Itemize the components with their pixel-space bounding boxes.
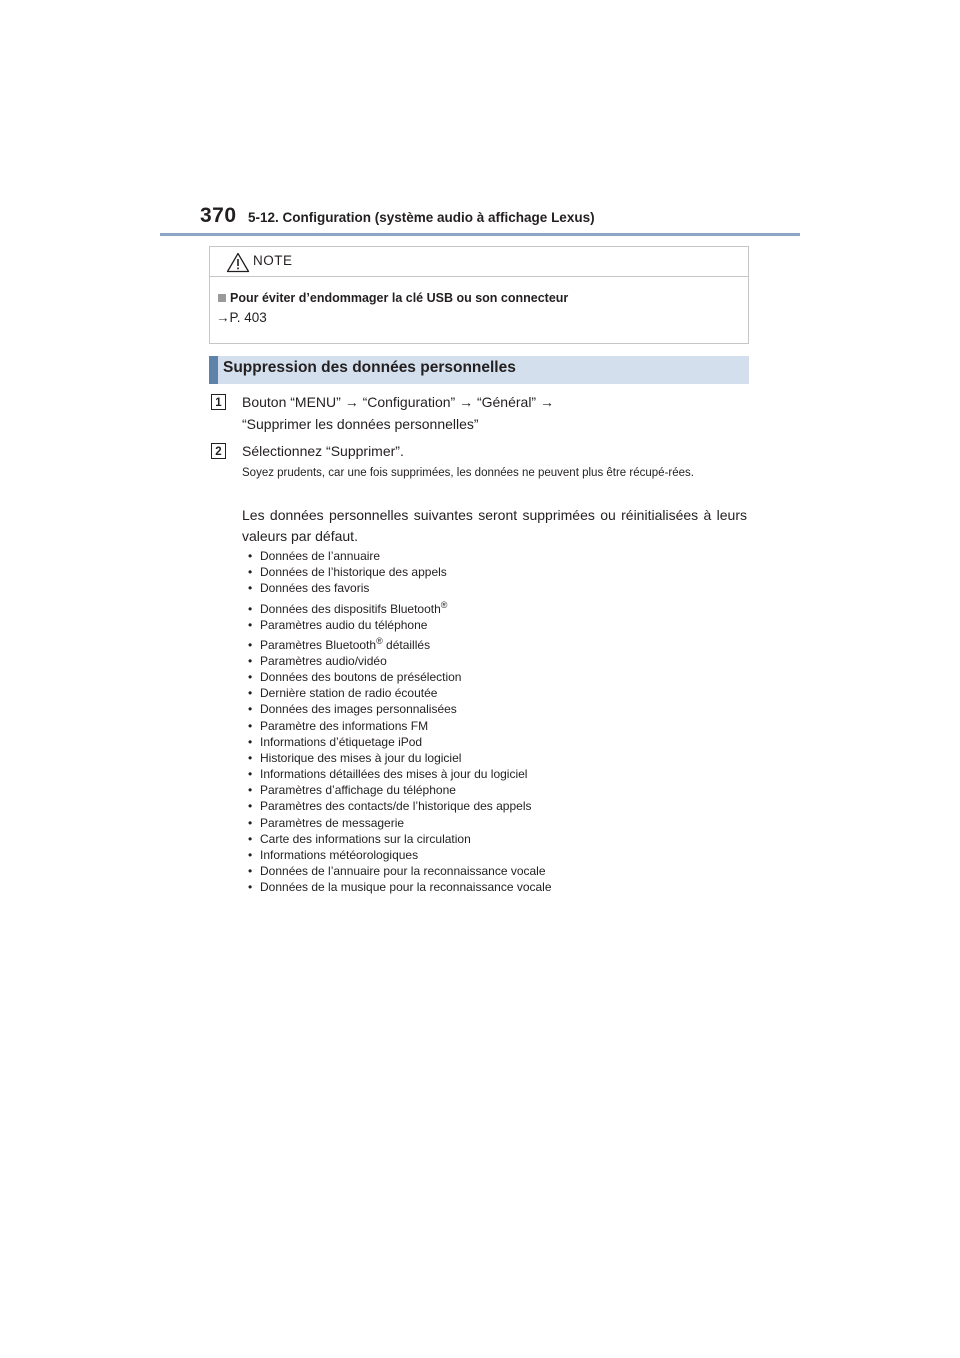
bullet-icon: • <box>248 669 253 684</box>
bullet-icon: • <box>248 734 253 749</box>
note-label: NOTE <box>253 253 293 268</box>
bullet-icon: • <box>248 750 253 765</box>
bullet-icon: • <box>248 653 253 668</box>
list-item: • Données de l’annuaire <box>248 549 381 563</box>
list-item: • Paramètres audio du téléphone <box>248 617 428 632</box>
list-item: • Paramètre des informations FM <box>248 718 429 733</box>
bullet-icon: • <box>248 815 253 830</box>
list-item: • Paramètres audio/vidéo <box>248 653 387 668</box>
list-item: • Données de l’annuaire pour la reconnaissance vocale <box>248 864 546 879</box>
list-item: • Données de l’historique des appels <box>248 565 447 580</box>
list-item: • Informations détaillées des mises à jour du logiciel <box>248 767 528 782</box>
step-badge-2: 2 <box>211 443 226 459</box>
personal-data-list <box>248 548 552 896</box>
step-badge-1: 1 <box>211 394 226 410</box>
bullet-icon: • <box>248 848 253 862</box>
bullet-icon: • <box>248 581 253 596</box>
page-header <box>160 200 800 236</box>
header-rule <box>160 233 800 236</box>
page-number: 370 <box>200 204 237 227</box>
step-1-line-1: Bouton “MENU” → “Configuration” → “Général” → <box>242 394 554 410</box>
registered-mark: ® <box>376 635 383 646</box>
bullet-icon: • <box>248 702 253 717</box>
step-2-text: Sélectionnez “Supprimer”. <box>242 443 404 459</box>
registered-mark: ® <box>440 599 448 610</box>
section-title: Suppression des données personnelles <box>223 359 516 376</box>
list-item: • Données de la musique pour la reconnaissance vocale <box>248 880 552 895</box>
list-item: • Carte des informations sur la circulation <box>248 831 471 846</box>
bullet-icon: • <box>248 831 253 846</box>
bullet-icon: • <box>248 686 253 701</box>
list-item: • Paramètres Bluetooth® détaillés <box>248 633 552 653</box>
bullet-icon: • <box>248 880 253 895</box>
section-heading-bar <box>209 356 749 384</box>
intro-paragraph: Les données personnelles suivantes seront supprimées ou réinitialisées à leurs valeurs par défaut. <box>242 507 747 544</box>
list-item: • Données des favoris <box>248 581 370 596</box>
list-item: • Informations météorologiques <box>248 848 419 862</box>
note-page-reference: →P. 403 <box>216 310 267 325</box>
bullet-icon: • <box>248 549 253 563</box>
warning-triangle-icon <box>226 252 250 273</box>
bullet-icon: • <box>248 783 253 798</box>
note-box <box>209 246 749 344</box>
bullet-icon: • <box>248 565 253 580</box>
list-item: • Paramètres d’affichage du téléphone <box>248 783 456 798</box>
list-item: • Dernière station de radio écoutée <box>248 686 438 701</box>
list-item: • Données des dispositifs Bluetooth® <box>248 597 552 617</box>
bullet-icon: • <box>248 767 253 782</box>
bullet-icon: • <box>248 799 253 814</box>
bullet-icon: • <box>248 637 253 652</box>
bullet-icon: • <box>248 601 253 616</box>
bullet-icon: • <box>248 718 253 733</box>
note-heading-text: Pour éviter d’endommager la clé USB ou son connecteur <box>230 291 569 305</box>
list-item: • Historique des mises à jour du logiciel <box>248 750 462 765</box>
note-header <box>210 247 748 277</box>
list-item: • Paramètres des contacts/de l’historique des appels <box>248 799 532 814</box>
square-bullet-icon <box>218 294 226 302</box>
step-1-line-2: “Supprimer les données personnelles” <box>242 416 479 432</box>
caution-text: Soyez prudents, car une fois supprimées, les données ne peuvent plus être récupé-rées. <box>242 467 694 479</box>
list-item: • Données des images personnalisées <box>248 702 457 717</box>
bullet-icon: • <box>248 617 253 632</box>
list-item: • Informations d’étiquetage iPod <box>248 734 423 749</box>
list-item: • Données des boutons de présélection <box>248 669 462 684</box>
note-heading <box>218 291 568 305</box>
chapter-title: 5-12. Configuration (système audio à affichage Lexus) <box>248 210 595 225</box>
list-item: • Paramètres de messagerie <box>248 815 405 830</box>
bullet-icon: • <box>248 864 253 879</box>
